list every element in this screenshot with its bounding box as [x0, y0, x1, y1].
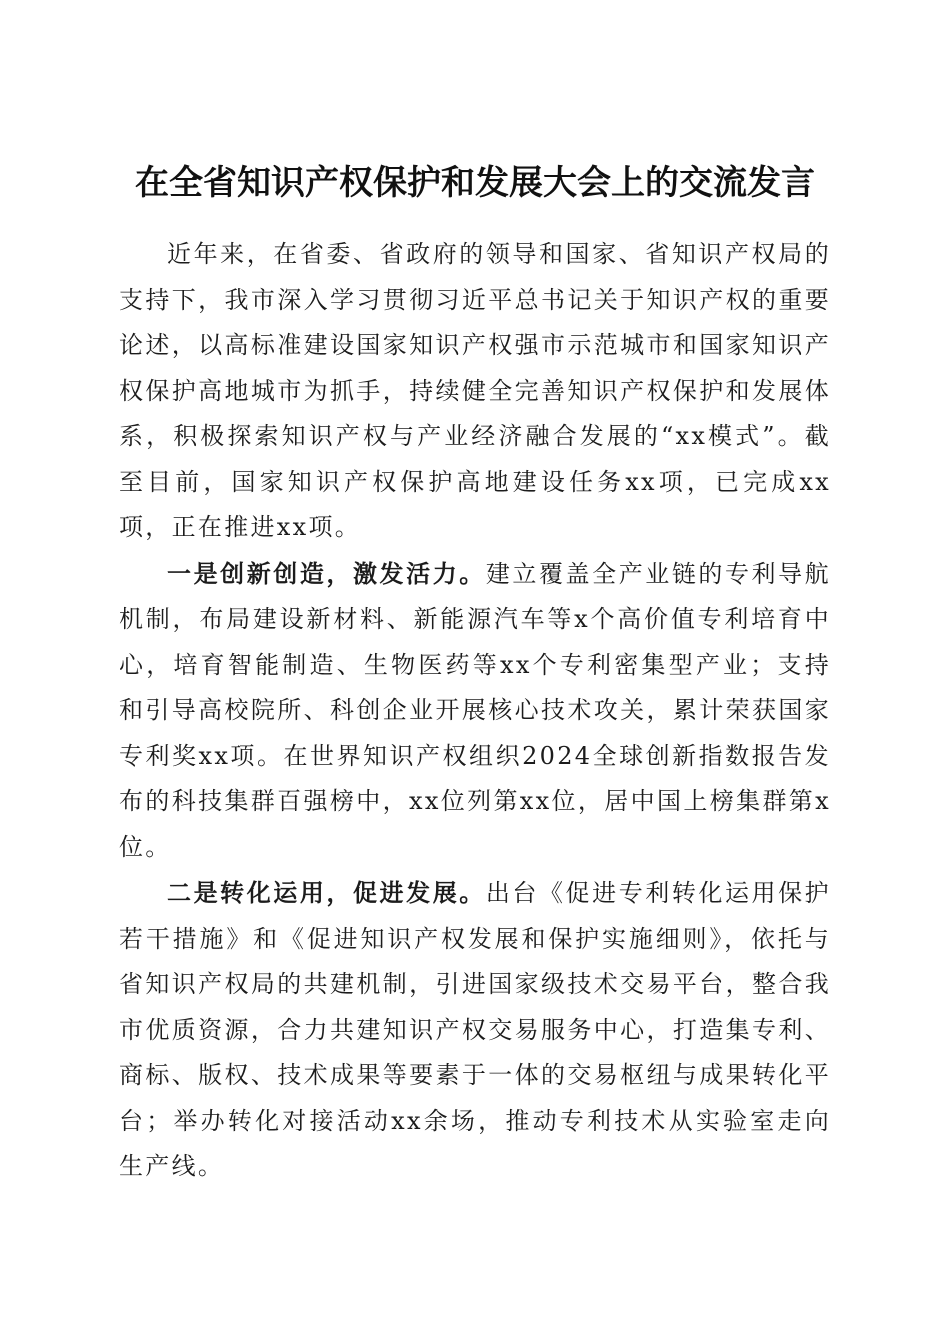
document-body — [119, 232, 831, 1190]
paragraph-text: 近年来，在省委、省政府的领导和国家、省知识产权局的支持下，我市深入学习贯彻习近平总书记关于知识产权的重要论述，以高标准建设国家知识产权强市示范城市和国家知识产权保护高地城市为抓手，持续健全完善知识产权保护和发展体系，积极探索知识产权与产业经济融合发展的“xx模式”。截至目前，国家知识产权保护高地建设任务xx项，已完成xx项，正在推进xx项。 — [119, 240, 831, 541]
paragraph-intro — [119, 232, 831, 551]
paragraph-lead: 一是创新创造，激发活力。 — [167, 558, 486, 588]
paragraph-text: 建立覆盖全产业链的专利导航机制，布局建设新材料、新能源汽车等x个高价值专利培育中心，培育智能制造、生物医药等xx个专利密集型产业；支持和引导高校院所、科创企业开展核心技术攻关，累计荣获国家专利奖xx项。在世界知识产权组织2024全球创新指数报告发布的科技集群百强榜中，xx位列第xx位，居中国上榜集群第x位。 — [119, 559, 831, 861]
paragraph-lead: 二是转化运用，促进发展。 — [167, 878, 486, 907]
document-title: 在全省知识产权保护和发展大会上的交流发言 — [135, 162, 815, 203]
paragraph-innovation — [119, 551, 831, 871]
paragraph-transformation — [119, 870, 831, 1190]
paragraph-text: 出台《促进专利转化运用保护若干措施》和《促进知识产权发展和保护实施细则》，依托与省知识产权局的共建机制，引进国家级技术交易平台，整合我市优质资源，合力共建知识产权交易服务中心，打造集专利、商标、版权、技术成果等要素于一体的交易枢纽与成果转化平台；举办转化对接活动xx余场，推动专利技术从实验室走向生产线。 — [119, 879, 831, 1180]
